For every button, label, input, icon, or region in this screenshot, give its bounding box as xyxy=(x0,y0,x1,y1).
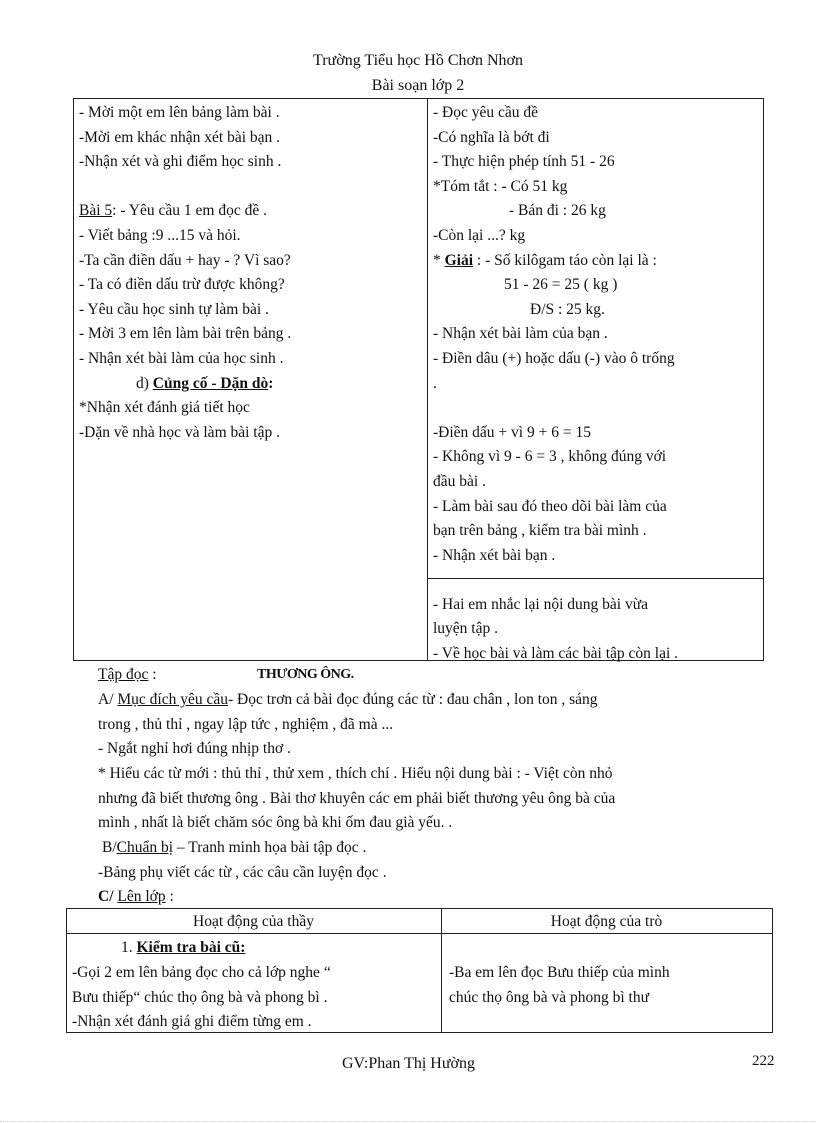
right-line: - Hai em nhắc lại nội dung bài vừa xyxy=(433,595,649,613)
left-line: - Mời một em lên bảng làm bài . xyxy=(79,104,280,121)
right-line: - Nhận xét bài bạn . xyxy=(433,546,556,564)
left-line xyxy=(79,175,291,200)
left-line: - Nhận xét bài làm của học sinh . xyxy=(79,349,284,367)
left-line: -Ta cần điền dấu + hay - ? Vì sao? xyxy=(79,251,291,269)
lesson-label: Tập đọc xyxy=(98,666,149,683)
consolidation-heading: d) Củng cố - Dặn dò: xyxy=(136,374,274,392)
page-number: 222 xyxy=(752,1053,775,1069)
school-name: Trường Tiểu học Hồ Chơn Nhơn xyxy=(313,52,523,69)
preparation-label: Chuẩn bị xyxy=(116,839,174,856)
lesson-objectives: A/ Mục đích yêu cầu- Đọc trơn cả bài đọc đúng các từ : đau chân , lon ton , sáng xyxy=(98,691,598,708)
right-line: - Đọc yêu cầu đề xyxy=(433,104,539,121)
right-line: Đ/S : 25 kg. xyxy=(530,300,605,318)
procedure-heading: C/ Lên lớp : xyxy=(98,888,174,905)
preparation-line-2: -Bảng phụ viết các từ , các câu cần luyện đọc . xyxy=(98,864,387,881)
right-line: - Bán đi : 26 kg xyxy=(509,202,606,220)
lesson-line: nhưng đã biết thương ông . Bài thơ khuyên các em phải biết thương yêu ông bà của xyxy=(98,790,616,807)
right-line: - Không vì 9 - 6 = 3 , không đúng với xyxy=(433,448,667,466)
teacher-name: GV:Phan Thị Hường xyxy=(342,1055,475,1072)
lesson-title: THƯƠNG ÔNG. xyxy=(257,667,354,682)
right-line: - Điền dâu (+) hoặc dấu (-) vào ô trống xyxy=(433,349,675,367)
right-line xyxy=(433,568,678,593)
exercise-5-label: Bài 5 xyxy=(79,202,113,220)
solution-label: Giải xyxy=(444,251,474,269)
table-1-left-column xyxy=(79,101,291,445)
page-edge xyxy=(0,1121,816,1122)
teacher-activity-header: Hoạt động của thầy xyxy=(193,913,314,930)
right-line: luyện tập . xyxy=(433,620,498,638)
lesson-line: - Ngắt nghỉ hơi đúng nhịp thơ . xyxy=(98,740,291,757)
right-line: bạn trên bảng , kiểm tra bài mình . xyxy=(433,522,647,540)
lesson-line: mình , nhất là biết chăm sóc ông bà khi ốm đau già yếu. . xyxy=(98,814,453,831)
left-line: -Nhận xét và ghi điểm học sinh . xyxy=(79,153,282,171)
right-line: -Có nghĩa là bớt đi xyxy=(433,128,550,146)
left-line: *Nhận xét đánh giá tiết học xyxy=(79,399,250,417)
lesson-title-line: Tập đọc : THƯƠNG ÔNG. xyxy=(98,663,157,686)
review-heading: 1. Kiểm tra bài cũ: xyxy=(121,939,246,956)
teacher-activity-line: -Nhận xét đánh giá ghi điểm từng em . xyxy=(72,1013,312,1030)
preparation-line: B/Chuẩn bị – Tranh minh họa bài tập đọc . xyxy=(102,839,367,856)
right-column-divider xyxy=(427,578,764,579)
right-line: . xyxy=(433,374,437,392)
student-activity-line: -Ba em lên đọc Bưu thiếp của mình xyxy=(449,964,670,981)
teacher-activity-line: Bưu thiếp“ chúc thọ ông bà và phong bì . xyxy=(72,989,328,1006)
right-line xyxy=(433,396,678,421)
lesson-line: * Hiểu các từ mới : thủ thỉ , thử xem , thích chí . Hiểu nội dung bài : - Việt còn nhỏ xyxy=(98,765,613,782)
document-subtitle: Bài soạn lớp 2 xyxy=(371,77,465,94)
left-line: -Dặn về nhà học và làm bài tập . xyxy=(79,423,280,441)
right-line: -Điền dấu + vì 9 + 6 = 15 xyxy=(433,423,591,441)
student-activity-header: Hoạt động của trò xyxy=(550,913,663,930)
right-line: - Nhận xét bài làm của bạn . xyxy=(433,325,608,343)
table-1-right-column xyxy=(433,101,678,667)
teacher-activity-line: -Gọi 2 em lên bảng đọc cho cả lớp nghe “ xyxy=(72,964,331,981)
left-line: - Viết bảng :9 ...15 và hỏi. xyxy=(79,226,241,244)
student-activity-line: chúc thọ ông bà và phong bì thư xyxy=(449,989,649,1006)
left-line: -Mời em khác nhận xét bài bạn . xyxy=(79,128,281,146)
objectives-label: Mục đích yêu cầu xyxy=(117,691,228,708)
right-line: đầu bài . xyxy=(433,472,486,490)
left-line: - Mời 3 em lên làm bài trên bảng . xyxy=(79,325,292,343)
right-line: - Thực hiện phép tính 51 - 26 xyxy=(433,153,615,171)
left-line: - Yêu cầu học sinh tự làm bài . xyxy=(79,300,269,318)
procedure-label: Lên lớp xyxy=(117,888,166,905)
left-line: - Ta có điền dấu trừ được không? xyxy=(79,276,285,294)
right-line: - Làm bài sau đó theo dõi bài làm của xyxy=(433,497,667,515)
lesson-line: trong , thủ thỉ , ngay lập tức , nghiệm , đã mà ... xyxy=(98,716,394,733)
right-line: - Về học bài và làm các bài tập còn lại . xyxy=(433,645,679,663)
right-line: 51 - 26 = 25 ( kg ) xyxy=(504,276,618,294)
right-line: *Tóm tắt : - Có 51 kg xyxy=(433,177,568,195)
exercise-5-line: Bài 5: - Yêu cầu 1 em đọc đề . xyxy=(79,202,267,220)
right-line: -Còn lại ...? kg xyxy=(433,226,526,244)
solution-line: * Giải : - Số kilôgam táo còn lại là : xyxy=(433,251,657,269)
